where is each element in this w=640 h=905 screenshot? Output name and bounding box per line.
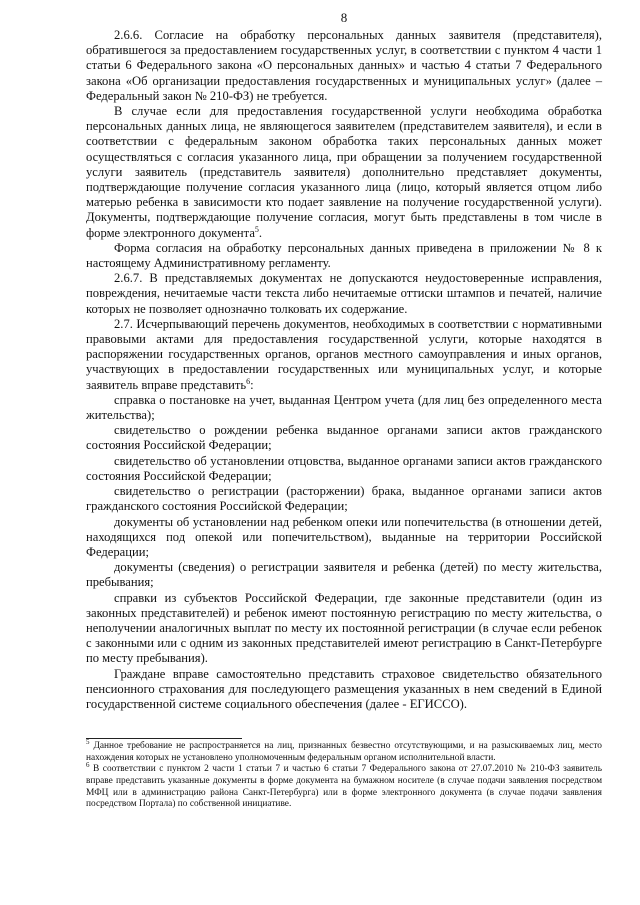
paragraph-2-6-6: 2.6.6. Согласие на обработку персональных данных заявителя (представителя), обратившегося за предоставлением государственных услуг, в соответствии с пунктом 4 части 1 статьи 6 Федерального закона «О персональных данных» и частью 4 статьи 7 Федерального закона «Об организации предоставления государственных и муниципальных услуг» (далее – Федеральный закон № 210-ФЗ) не требуется. [86,28,602,103]
paragraph-tail: . [258,225,263,240]
list-item-marriage-certificate: свидетельство о регистрации (расторжении) брака, выданное органами записи актов гражданского состояния Российской Федерации; [86,484,602,514]
footnote-6 [86,761,602,810]
list-item-residence-registration: документы (сведения) о регистрации заявителя и ребенка (детей) по месту жительства, пребывания; [86,560,602,590]
footnote-text: В соответствии с пунктом 2 части 1 статьи 7 и частью 6 статьи 7 Федерального закона от 27.07.2010 № 210-ФЗ заявитель вправе представить указанные документы в форме документа на бумажном носителе (в случае подачи заявления посредством МФЦ или в администрацию района Санкт-Петербурга) или в форме электронного документа (в случае подачи заявления посредством Портала) по собственной инициативе. [86,764,602,810]
paragraph-text: В случае если для предоставления государственной услуги необходима обработка персональных данных лица, не являющегося заявителем (представителем заявителя), и если в соответствии с федеральным законом обработка таких персональных данных может осуществляться с согласия указанного лица, при обращении за получением государственной услуги заявитель (представитель заявителя) дополнительно представляет документы, подтверждающие получение согласия указанного лица (лицо, который является отцом либо матерью ребенка в зависимости кто подает заявление на получение государственной услуги). Документы, подтверждающие получение согласия, могут быть представлены в том числе в форме электронного документа [86,104,602,240]
list-item-birth-certificate: свидетельство о рождении ребенка выданное органами записи актов гражданского состояния Российской Федерации; [86,423,602,453]
paragraph-2-6-7: 2.6.7. В представляемых документах не допускаются неудостоверенные исправления, повреждения, нечитаемые части текста либо нечитаемые оттиски штампов и печатей, наличие которых не позволяет однозначно толковать их содержание. [86,271,602,316]
paragraph-pension-insurance: Граждане вправе самостоятельно представить страховое свидетельство обязательного пенсионного страхования для последующего размещения указанных в нем сведений в Единой государственной системе социального обеспечения (далее - ЕГИССО). [86,666,602,711]
page-number: 8 [340,10,348,25]
paragraph-text: 2.7. Исчерпывающий перечень документов, необходимых в соответствии с нормативными правовыми актами для предоставления государственной услуги, которые находятся в распоряжении государственных органов, органов местного самоуправления и иных органов, участвующих в предоставлении государственных или муниципальных услуг, и которые заявитель вправе представить [86,316,602,392]
footnote-5 [86,738,602,764]
paragraph-2-7 [86,317,602,393]
footnote-separator [86,738,242,739]
footnote-mark: 5 [86,738,90,747]
list-item-paternity-certificate: свидетельство об установлении отцовства, выданное органами записи актов гражданского состояния Российской Федерации; [86,453,602,483]
paragraph-consent-form: Форма согласия на обработку персональных данных приведена в приложении № 8 к настоящему Административному регламенту. [86,240,602,271]
list-item-guardianship-documents: документы об установлении над ребенком опеки или попечительства (в отношении детей, находящихся под опекой или попечительством), выданные на территории Российской Федерации; [86,514,602,559]
footnote-text: Данное требование не распространяется на лиц, признанных безвестно отсутствующими, и на разыскиваемых лиц, место нахождения которых не установлено уполномоченным федеральным органом исполнительной власти. [86,741,602,763]
paragraph-tail: : [250,377,254,392]
list-item-registration-certificate: справка о постановке на учет, выданная Центром учета (для лиц без определенного места жительства); [86,392,602,423]
footnote-ref-6: 6 [246,376,251,386]
paragraph-consent-third-party [86,104,602,241]
document-page [86,10,602,811]
footnote-ref-5: 5 [254,224,259,234]
list-item-regional-certificates: справки из субъектов Российской Федерации, где законные представители (один из законных представителей) и ребенок имеют постоянную регистрацию по месту жительства, о неполучении аналогичных выплат по месту их постоянной регистрации (в случае если ребенок с законными или с одним из законных представителей имеют регистрацию в Санкт-Петербурге по месту пребывания). [86,590,602,666]
footnote-mark: 6 [86,761,90,770]
